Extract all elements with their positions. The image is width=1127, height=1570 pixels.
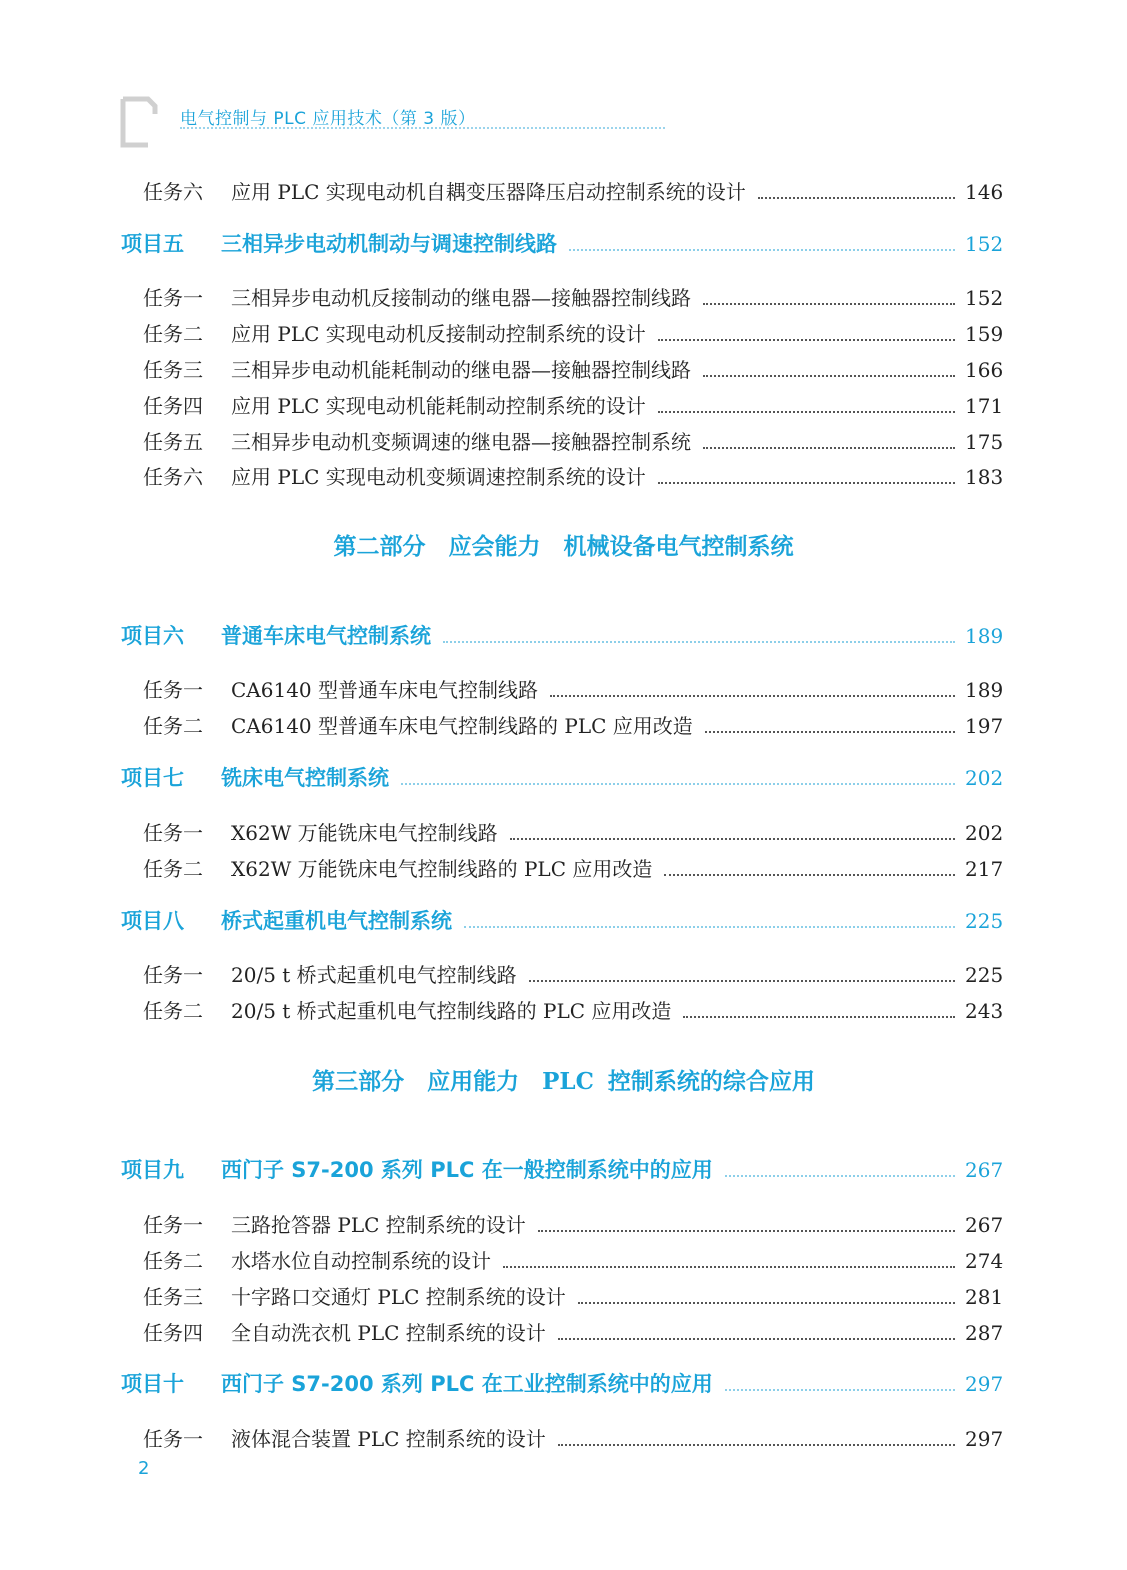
entry-title: 20/5 t 桥式起重机电气控制线路 [231,963,517,987]
entry-page-number: 297 [965,1372,1004,1396]
entry-label: 任务二 [143,857,203,881]
dot-leader [464,926,955,928]
dot-leader [510,838,955,840]
toc-task-entry[interactable] [143,817,1004,847]
header-dotted-rule [180,127,665,129]
entry-title: CA6140 型普通车床电气控制线路的 PLC 应用改造 [231,714,693,738]
dot-leader [683,1016,955,1018]
entry-page-number: 281 [965,1285,1004,1309]
entry-label: 任务三 [143,1285,203,1309]
entry-title: 液体混合装置 PLC 控制系统的设计 [231,1427,546,1451]
entry-label: 任务六 [143,465,203,489]
dot-leader [664,874,955,876]
entry-label: 项目六 [121,624,184,648]
toc-task-entry[interactable] [143,426,1004,456]
toc-task-entry[interactable] [143,318,1004,348]
book-title: 电气控制与 PLC 应用技术（第 3 版） [180,109,476,129]
entry-title: 十字路口交通灯 PLC 控制系统的设计 [231,1285,566,1309]
toc-project-entry[interactable] [121,228,1004,260]
entry-page-number: 287 [965,1321,1004,1345]
entry-title: 铣床电气控制系统 [221,766,389,790]
toc-task-entry[interactable] [143,176,1004,206]
entry-title: X62W 万能铣床电气控制线路的 PLC 应用改造 [231,857,653,881]
entry-label: 任务二 [143,1249,203,1273]
toc-task-entry[interactable] [143,461,1004,491]
entry-page-number: 274 [965,1249,1004,1273]
entry-page-number: 166 [965,358,1004,382]
entry-page-number: 297 [965,1427,1004,1451]
toc-project-entry[interactable] [121,620,1004,652]
entry-label: 任务二 [143,322,203,346]
entry-label: 项目八 [121,909,184,933]
entry-title: CA6140 型普通车床电气控制线路 [231,678,539,702]
dot-leader [658,339,955,341]
entry-title: 应用 PLC 实现电动机自耦变压器降压启动控制系统的设计 [231,180,746,204]
page-corner-icon [120,96,158,148]
dot-leader [558,1338,955,1340]
dot-leader [503,1266,955,1268]
entry-label: 任务一 [143,286,203,310]
entry-page-number: 267 [965,1213,1004,1237]
entry-title: 三相异步电动机能耗制动的继电器—接触器控制线路 [231,358,691,382]
toc-task-entry[interactable] [143,1317,1004,1347]
entry-title: 普通车床电气控制系统 [221,624,431,648]
entry-page-number: 217 [965,857,1004,881]
toc-project-entry[interactable] [121,762,1004,794]
entry-title: 20/5 t 桥式起重机电气控制线路的 PLC 应用改造 [231,999,672,1023]
entry-page-number: 225 [965,963,1004,987]
entry-page-number: 171 [965,394,1004,418]
running-header [120,96,550,152]
entry-label: 任务三 [143,358,203,382]
toc-task-entry[interactable] [143,674,1004,704]
entry-page-number: 152 [965,286,1004,310]
entry-page-number: 189 [965,624,1004,648]
entry-label: 项目十 [121,1372,184,1396]
entry-title: 三路抢答器 PLC 控制系统的设计 [231,1213,526,1237]
toc-task-entry[interactable] [143,995,1004,1025]
entry-page-number: 152 [965,232,1004,256]
entry-title: 全自动洗衣机 PLC 控制系统的设计 [231,1321,546,1345]
entry-page-number: 225 [965,909,1004,933]
entry-label: 项目五 [121,232,184,256]
entry-page-number: 197 [965,714,1004,738]
dot-leader [529,980,955,982]
entry-page-number: 175 [965,430,1004,454]
dot-leader [725,1175,955,1177]
entry-title: 应用 PLC 实现电动机变频调速控制系统的设计 [231,465,646,489]
toc-task-entry[interactable] [143,1245,1004,1275]
dot-leader [443,641,955,643]
entry-label: 任务一 [143,1427,203,1451]
entry-label: 任务五 [143,430,203,454]
entry-title: 应用 PLC 实现电动机反接制动控制系统的设计 [231,322,646,346]
dot-leader [725,1389,955,1391]
entry-label: 任务一 [143,1213,203,1237]
dot-leader [401,783,955,785]
dot-leader [658,411,955,413]
dot-leader [658,482,955,484]
dot-leader [558,1444,955,1446]
toc-task-entry[interactable] [143,1209,1004,1239]
toc-project-entry[interactable] [121,905,1004,937]
entry-label: 任务四 [143,394,203,418]
toc-task-entry[interactable] [143,710,1004,740]
entry-title: 三相异步电动机制动与调速控制线路 [221,232,557,256]
entry-page-number: 183 [965,465,1004,489]
dot-leader [569,249,955,251]
entry-title: X62W 万能铣床电气控制线路 [231,821,498,845]
toc-project-entry[interactable] [121,1368,1004,1400]
dot-leader [758,197,955,199]
toc-task-entry[interactable] [143,1423,1004,1453]
entry-page-number: 267 [965,1158,1004,1182]
toc-task-entry[interactable] [143,354,1004,384]
dot-leader [705,731,955,733]
part-heading: 第三部分 应用能力 PLC 控制系统的综合应用 [312,1068,815,1095]
dot-leader [703,303,955,305]
page-number: 2 [138,1458,150,1479]
toc-task-entry[interactable] [143,959,1004,989]
entry-page-number: 243 [965,999,1004,1023]
entry-title: 三相异步电动机反接制动的继电器—接触器控制线路 [231,286,691,310]
dot-leader [550,695,955,697]
toc-project-entry[interactable] [121,1154,1004,1186]
entry-page-number: 146 [965,180,1004,204]
entry-label: 任务一 [143,963,203,987]
entry-label: 任务一 [143,821,203,845]
entry-title: 三相异步电动机变频调速的继电器—接触器控制系统 [231,430,691,454]
entry-title: 西门子 S7-200 系列 PLC 在工业控制系统中的应用 [221,1372,713,1396]
entry-page-number: 159 [965,322,1004,346]
entry-label: 项目七 [121,766,184,790]
entry-label: 任务六 [143,180,203,204]
dot-leader [578,1302,955,1304]
dot-leader [703,375,955,377]
entry-title: 桥式起重机电气控制系统 [221,909,452,933]
entry-page-number: 189 [965,678,1004,702]
entry-label: 任务二 [143,999,203,1023]
entry-label: 任务四 [143,1321,203,1345]
dot-leader [703,447,955,449]
toc-task-entry[interactable] [143,1281,1004,1311]
toc-task-entry[interactable] [143,282,1004,312]
entry-title: 西门子 S7-200 系列 PLC 在一般控制系统中的应用 [221,1158,713,1182]
dot-leader [538,1230,955,1232]
entry-label: 任务二 [143,714,203,738]
entry-page-number: 202 [965,766,1004,790]
part-heading: 第二部分 应会能力 机械设备电气控制系统 [333,533,794,560]
entry-title: 水塔水位自动控制系统的设计 [231,1249,491,1273]
toc-task-entry[interactable] [143,853,1004,883]
entry-page-number: 202 [965,821,1004,845]
entry-label: 任务一 [143,678,203,702]
entry-label: 项目九 [121,1158,184,1182]
toc-task-entry[interactable] [143,390,1004,420]
entry-title: 应用 PLC 实现电动机能耗制动控制系统的设计 [231,394,646,418]
